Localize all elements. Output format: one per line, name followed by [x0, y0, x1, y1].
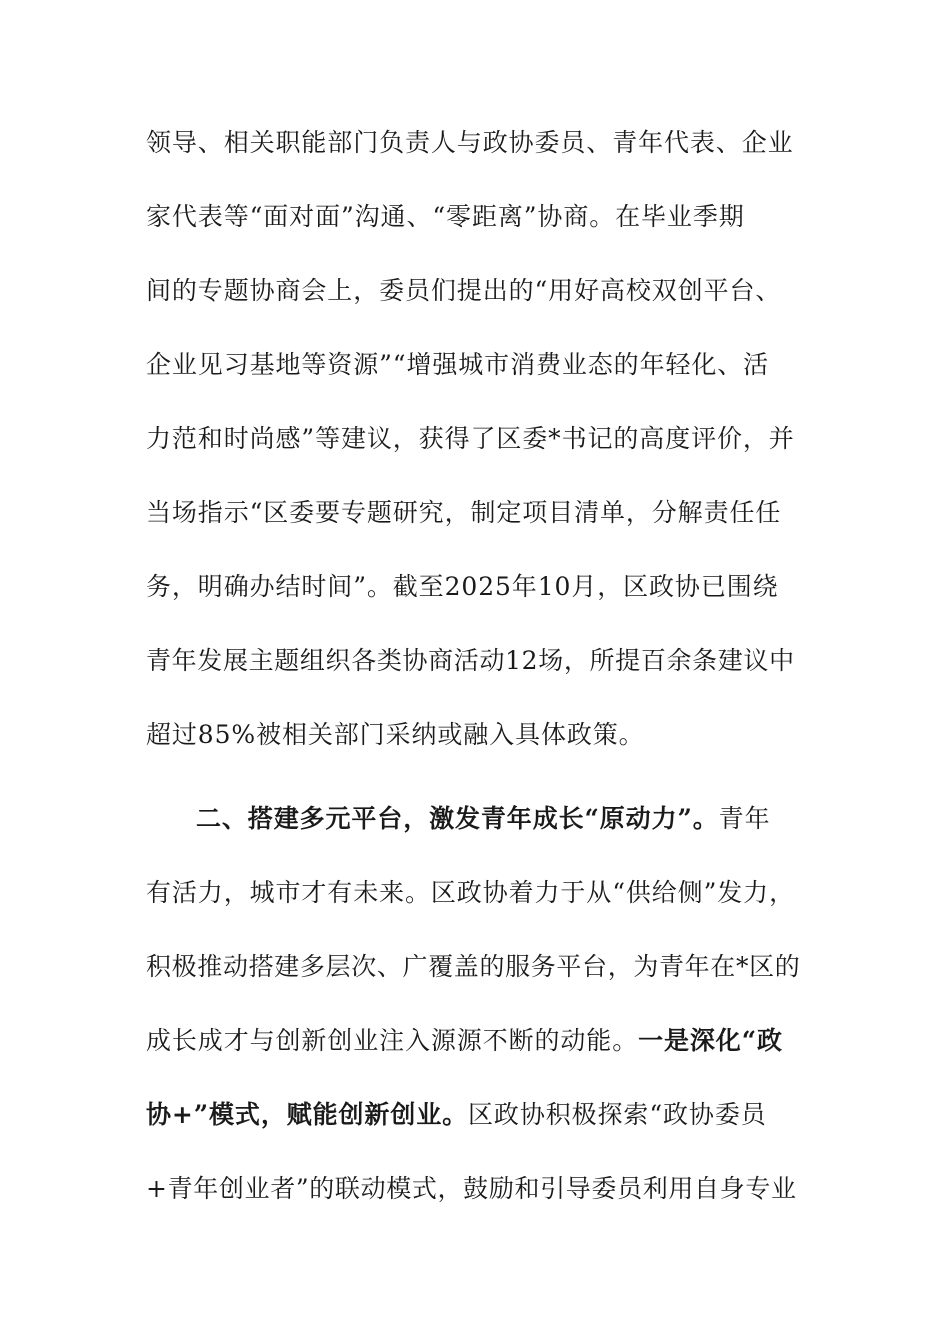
text-run: 当场指示“区委要专题研究，制定项目清单，分解责任任 [146, 498, 782, 527]
text-line [146, 646, 795, 676]
text-line [146, 572, 779, 602]
text-line [146, 1174, 797, 1204]
bold-phrase: 一是深化“政 [638, 1026, 783, 1055]
text-line [146, 276, 781, 306]
text-run: 积极推动搭建多层次、广覆盖的服务平台，为青年在*区的 [146, 952, 801, 981]
text-line [146, 1026, 783, 1056]
text-run: 区政协积极探索“政协委员 [468, 1100, 767, 1129]
text-run: 领导、相关职能部门负责人与政协委员、青年代表、企业 [146, 128, 794, 157]
text-line [146, 128, 794, 158]
text-line [146, 878, 795, 908]
text-line [146, 202, 745, 232]
text-run: 青年发展主题组织各类协商活动12场，所提百余条建议中 [146, 646, 795, 675]
text-line [146, 1100, 767, 1130]
bold-phrase: 协+”模式，赋能创新创业。 [146, 1100, 469, 1129]
text-run: +青年创业者”的联动模式，鼓励和引导委员利用自身专业 [146, 1174, 797, 1203]
text-line [146, 424, 795, 454]
text-line [146, 350, 769, 380]
text-run: 成长成才与创新创业注入源源不断的动能。 [146, 1026, 639, 1055]
text-line [146, 952, 800, 982]
text-line [146, 498, 781, 528]
text-run: 务，明确办结时间”。截至2025年10月，区政协已围绕 [146, 572, 779, 601]
section-heading-line [196, 804, 770, 834]
text-run: 有活力，城市才有未来。区政协着力于从“供给侧”发力， [146, 878, 795, 907]
text-run: 力范和时尚感”等建议，获得了区委*书记的高度评价，并 [146, 424, 795, 453]
section-heading: 二、搭建多元平台，激发青年成长“原动力”。 [196, 804, 719, 833]
text-line [146, 720, 645, 750]
text-run: 企业见习基地等资源”“增强城市消费业态的年轻化、活 [146, 350, 770, 379]
text-run: 间的专题协商会上，委员们提出的“用好高校双创平台、 [146, 276, 782, 305]
text-run: 青年 [718, 804, 771, 833]
text-run: 家代表等“面对面”沟通、“零距离”协商。在毕业季期 [146, 202, 745, 231]
text-run: 超过85%被相关部门采纳或融入具体政策。 [146, 720, 645, 749]
